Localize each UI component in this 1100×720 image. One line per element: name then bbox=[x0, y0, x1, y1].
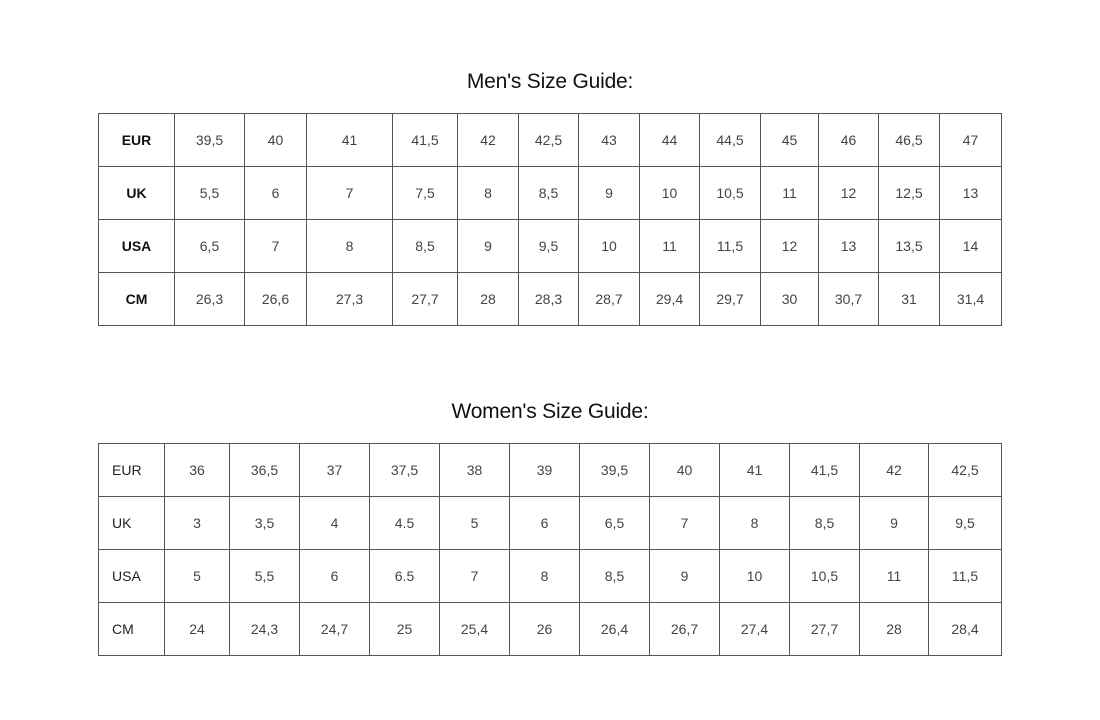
size-cell: 10,5 bbox=[700, 167, 761, 220]
size-cell: 38 bbox=[440, 444, 510, 497]
size-cell: 7,5 bbox=[393, 167, 458, 220]
size-cell: 25 bbox=[370, 603, 440, 656]
size-cell: 8 bbox=[307, 220, 393, 273]
size-cell: 6,5 bbox=[175, 220, 245, 273]
womens-row-usa bbox=[99, 550, 1002, 603]
size-cell: 14 bbox=[940, 220, 1002, 273]
size-cell: 5 bbox=[165, 550, 230, 603]
size-cell: 27,4 bbox=[720, 603, 790, 656]
size-cell: 24 bbox=[165, 603, 230, 656]
size-cell: 36,5 bbox=[230, 444, 300, 497]
size-cell: 28,7 bbox=[579, 273, 640, 326]
size-cell: 4 bbox=[300, 497, 370, 550]
size-cell: 11 bbox=[761, 167, 819, 220]
womens-size-guide-title: Women's Size Guide: bbox=[451, 400, 649, 423]
size-cell: 6,5 bbox=[580, 497, 650, 550]
size-cell: 42 bbox=[860, 444, 929, 497]
size-cell: 8 bbox=[458, 167, 519, 220]
size-cell: 7 bbox=[650, 497, 720, 550]
size-cell: 46 bbox=[819, 114, 879, 167]
row-label: UK bbox=[99, 497, 165, 550]
size-cell: 40 bbox=[245, 114, 307, 167]
size-cell: 28 bbox=[458, 273, 519, 326]
mens-row-eur bbox=[99, 114, 1002, 167]
size-cell: 41 bbox=[720, 444, 790, 497]
size-cell: 10,5 bbox=[790, 550, 860, 603]
size-cell: 30,7 bbox=[819, 273, 879, 326]
size-cell: 12 bbox=[819, 167, 879, 220]
size-cell: 10 bbox=[579, 220, 640, 273]
size-cell: 6 bbox=[510, 497, 580, 550]
size-cell: 42 bbox=[458, 114, 519, 167]
row-label: EUR bbox=[99, 114, 175, 167]
size-cell: 6 bbox=[300, 550, 370, 603]
mens-row-uk bbox=[99, 167, 1002, 220]
size-cell: 28,4 bbox=[929, 603, 1002, 656]
size-cell: 5 bbox=[440, 497, 510, 550]
mens-size-guide-title: Men's Size Guide: bbox=[466, 70, 634, 93]
size-cell: 27,7 bbox=[393, 273, 458, 326]
size-cell: 46,5 bbox=[879, 114, 940, 167]
womens-row-uk bbox=[99, 497, 1002, 550]
size-cell: 40 bbox=[650, 444, 720, 497]
size-cell: 37 bbox=[300, 444, 370, 497]
size-cell: 31 bbox=[879, 273, 940, 326]
size-cell: 41,5 bbox=[393, 114, 458, 167]
size-cell: 28,3 bbox=[519, 273, 579, 326]
size-cell: 26,3 bbox=[175, 273, 245, 326]
size-cell: 8,5 bbox=[393, 220, 458, 273]
size-cell: 29,7 bbox=[700, 273, 761, 326]
size-cell: 7 bbox=[440, 550, 510, 603]
size-cell: 13 bbox=[940, 167, 1002, 220]
size-cell: 26 bbox=[510, 603, 580, 656]
size-cell: 26,7 bbox=[650, 603, 720, 656]
size-cell: 5,5 bbox=[230, 550, 300, 603]
size-cell: 42,5 bbox=[519, 114, 579, 167]
size-cell: 9 bbox=[860, 497, 929, 550]
size-cell: 30 bbox=[761, 273, 819, 326]
size-cell: 39,5 bbox=[175, 114, 245, 167]
size-cell: 25,4 bbox=[440, 603, 510, 656]
size-cell: 9 bbox=[579, 167, 640, 220]
size-cell: 44 bbox=[640, 114, 700, 167]
size-cell: 10 bbox=[720, 550, 790, 603]
size-cell: 8,5 bbox=[790, 497, 860, 550]
size-cell: 26,4 bbox=[580, 603, 650, 656]
womens-row-cm bbox=[99, 603, 1002, 656]
size-cell: 11 bbox=[640, 220, 700, 273]
size-cell: 24,3 bbox=[230, 603, 300, 656]
row-label: CM bbox=[99, 603, 165, 656]
size-cell: 44,5 bbox=[700, 114, 761, 167]
size-cell: 12 bbox=[761, 220, 819, 273]
size-cell: 13 bbox=[819, 220, 879, 273]
size-cell: 8 bbox=[720, 497, 790, 550]
row-label: EUR bbox=[99, 444, 165, 497]
size-cell: 45 bbox=[761, 114, 819, 167]
size-cell: 41,5 bbox=[790, 444, 860, 497]
size-cell: 12,5 bbox=[879, 167, 940, 220]
size-cell: 8,5 bbox=[519, 167, 579, 220]
size-cell: 3 bbox=[165, 497, 230, 550]
size-cell: 8 bbox=[510, 550, 580, 603]
row-label: CM bbox=[99, 273, 175, 326]
size-cell: 9,5 bbox=[929, 497, 1002, 550]
mens-size-table bbox=[98, 113, 1002, 326]
size-cell: 26,6 bbox=[245, 273, 307, 326]
size-cell: 11,5 bbox=[929, 550, 1002, 603]
size-cell: 28 bbox=[860, 603, 929, 656]
size-cell: 27,3 bbox=[307, 273, 393, 326]
size-cell: 29,4 bbox=[640, 273, 700, 326]
size-cell: 7 bbox=[245, 220, 307, 273]
size-cell: 37,5 bbox=[370, 444, 440, 497]
size-cell: 42,5 bbox=[929, 444, 1002, 497]
womens-row-eur bbox=[99, 444, 1002, 497]
size-cell: 39,5 bbox=[580, 444, 650, 497]
size-cell: 8,5 bbox=[580, 550, 650, 603]
size-cell: 43 bbox=[579, 114, 640, 167]
size-cell: 47 bbox=[940, 114, 1002, 167]
mens-row-usa bbox=[99, 220, 1002, 273]
size-cell: 41 bbox=[307, 114, 393, 167]
size-cell: 27,7 bbox=[790, 603, 860, 656]
size-cell: 11 bbox=[860, 550, 929, 603]
size-cell: 24,7 bbox=[300, 603, 370, 656]
size-cell: 6.5 bbox=[370, 550, 440, 603]
size-cell: 31,4 bbox=[940, 273, 1002, 326]
size-cell: 7 bbox=[307, 167, 393, 220]
mens-row-cm bbox=[99, 273, 1002, 326]
size-cell: 4.5 bbox=[370, 497, 440, 550]
size-cell: 39 bbox=[510, 444, 580, 497]
size-cell: 9 bbox=[458, 220, 519, 273]
womens-size-table bbox=[98, 443, 1002, 656]
row-label: UK bbox=[99, 167, 175, 220]
size-cell: 6 bbox=[245, 167, 307, 220]
size-cell: 36 bbox=[165, 444, 230, 497]
size-cell: 13,5 bbox=[879, 220, 940, 273]
size-cell: 11,5 bbox=[700, 220, 761, 273]
row-label: USA bbox=[99, 550, 165, 603]
size-cell: 10 bbox=[640, 167, 700, 220]
row-label: USA bbox=[99, 220, 175, 273]
size-cell: 9 bbox=[650, 550, 720, 603]
size-cell: 5,5 bbox=[175, 167, 245, 220]
size-cell: 9,5 bbox=[519, 220, 579, 273]
size-cell: 3,5 bbox=[230, 497, 300, 550]
